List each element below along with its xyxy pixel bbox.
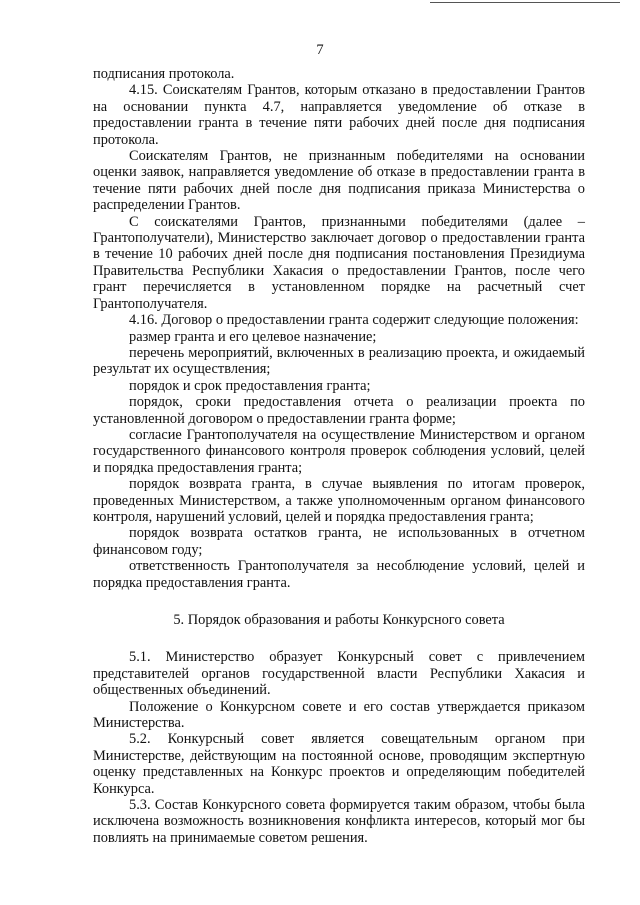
paragraph: перечень мероприятий, включенных в реализацию проекта, и ожидаемый результат их осуществления; <box>93 344 585 378</box>
paragraph: порядок возврата остатков гранта, не использованных в отчетном финансовом году; <box>93 525 585 558</box>
paragraph: ответственность Грантополучателя за несоблюдение условий, целей и порядка предоставления гранта. <box>93 558 585 591</box>
top-rule-line <box>430 2 620 3</box>
paragraph: порядок, сроки предоставления отчета о реализации проекта по установленной договором о предоставлении гранта форме; <box>93 394 585 427</box>
page-number: 7 <box>316 42 324 58</box>
paragraph: 4.15. Соискателям Грантов, которым отказано в предоставлении Грантов на основании пункта 4.7, направляется уведомление об отказе в предоставлении гранта в течение пяти рабочих дней после дня подписания протокола. <box>93 82 585 148</box>
paragraph: согласие Грантополучателя на осуществление Министерством и органом государственного финансового контроля проверок соблюдения условий, целей и порядка предоставления гранта; <box>93 426 585 476</box>
paragraph: Соискателям Грантов, не признанным победителями на основании оценки заявок, направляется уведомление об отказе в предоставлении гранта в течение пяти рабочих дней после дня подписания приказа Министерства о распределении Грантов. <box>93 148 585 214</box>
paragraph: Положение о Конкурсном совете и его состав утверждается приказом Министерства. <box>93 698 585 732</box>
paragraph: 5.2. Конкурсный совет является совещательным органом при Министерстве, действующим на постоянной основе, проводящим экспертную оценку представленных на Конкурс проектов и определяющим победителей Конкурса. <box>93 731 585 797</box>
document-body <box>93 66 585 846</box>
section-heading: 5. Порядок образования и работы Конкурсного совета <box>173 612 505 628</box>
paragraph: С соискателями Грантов, признанными победителями (далее – Грантополучатели), Министерство заключает договор о предоставлении гранта в течение 10 рабочих дней после дня подписания постановления Президиума Правительства Республики Хакасия о предоставлении Грантов, после чего грант перечисляется в установленном порядке на расчетный счет Грантополучателя. <box>93 213 585 312</box>
paragraph: 4.16. Договор о предоставлении гранта содержит следующие положения: <box>129 312 579 329</box>
paragraph: подписания протокола. <box>93 66 235 82</box>
paragraph: 5.3. Состав Конкурсного совета формируется таким образом, чтобы была исключена возможность возникновения конфликта интересов, который мог бы повлиять на принимаемые советом решения. <box>93 797 585 846</box>
paragraph: 5.1. Министерство образует Конкурсный совет с привлечением представителей органов государственной власти Республики Хакасия и общественных объединений. <box>93 649 585 699</box>
paragraph: порядок и срок предоставления гранта; <box>129 377 371 394</box>
paragraph: порядок возврата гранта, в случае выявления по итогам проверок, проведенных Министерством, а также уполномоченным органом финансового контроля, нарушений условий, целей и порядка предоставления гранта; <box>93 476 585 525</box>
paragraph: размер гранта и его целевое назначение; <box>129 328 377 345</box>
section-4-continuation <box>93 66 585 591</box>
section-5-body <box>93 649 585 846</box>
